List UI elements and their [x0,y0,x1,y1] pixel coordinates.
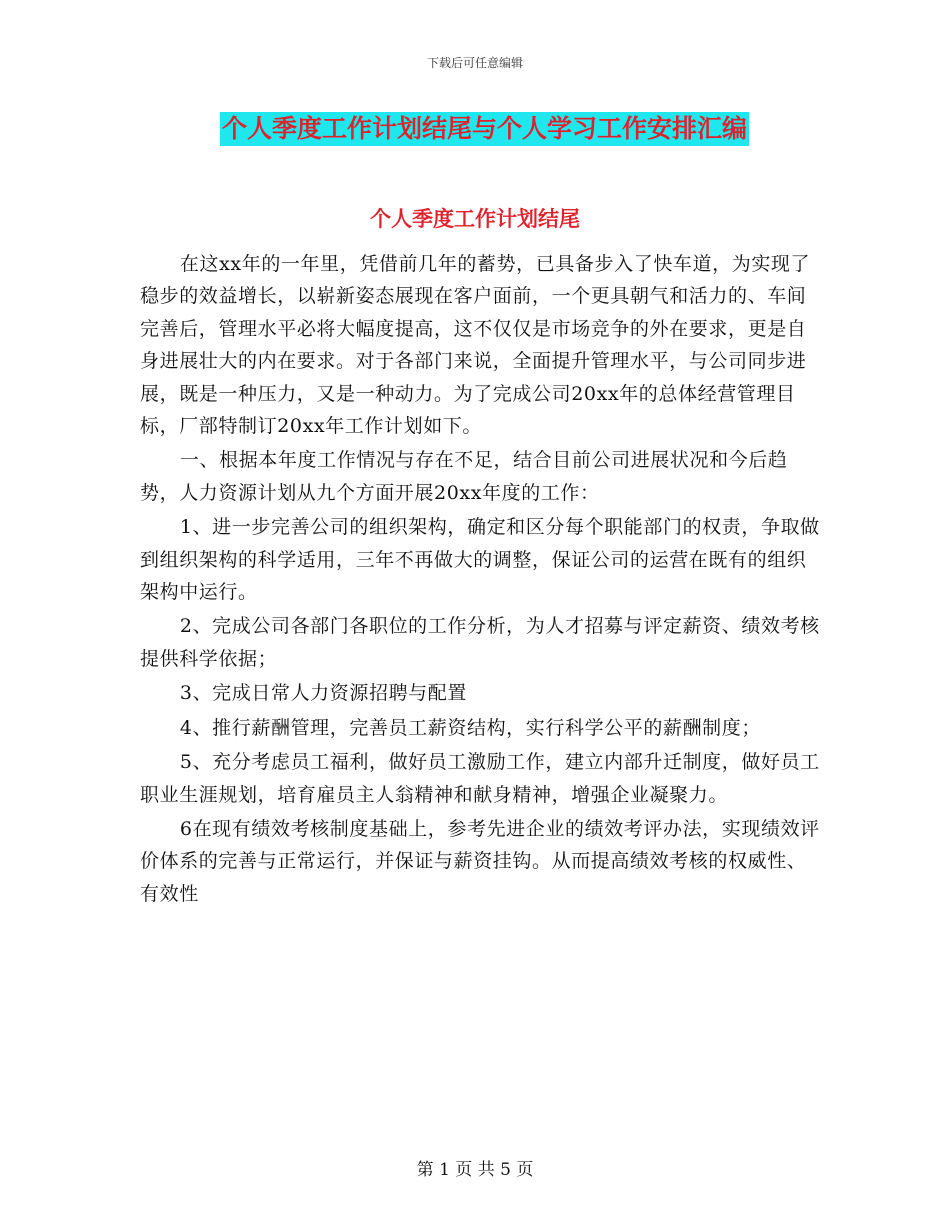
paragraph: 在这xx年的一年里，凭借前几年的蓄势，已具备步入了快车道，为实现了稳步的效益增长，以崭新姿态展现在客户面前，一个更具朝气和活力的、车间完善后，管理水平必将大幅度提高，这不仅仅是市场竞争的外在要求，更是自身进展壮大的内在要求。对于各部门来说，全面提升管理水平，与公司同步进展，既是一种压力，又是一种动力。为了完成公司20xx年的总体经营管理目标，厂部特制订20xx年工作计划如下。 [140,253,811,438]
paragraph: 3、完成日常人力资源招聘与配置 [179,682,467,705]
paragraph: 一、根据本年度工作情况与存在不足，结合目前公司进展状况和今后趋势，人力资源计划从九个方面开展20xx年度的工作： [140,449,788,504]
document-title: 个人季度工作计划结尾与个人学习工作安排汇编 [220,112,749,146]
paragraph: 5、充分考虑员工福利，做好员工激励工作，建立内部升迁制度，做好员工职业生涯规划，培育雇员主人翁精神和献身精神，增强企业凝聚力。 [140,751,820,806]
paragraph: 1、进一步完善公司的组织架构，确定和区分每个职能部门的权责，争取做到组织架构的科学适用，三年不再做大的调整，保证公司的运营在既有的组织架构中运行。 [140,516,820,604]
page-number: 第 1 页 共 5 页 [416,1160,534,1180]
document-body [140,248,820,912]
page-header-note: 下载后可任意编辑 [426,56,523,70]
section-title: 个人季度工作计划结尾 [370,206,580,231]
paragraph: 2、完成公司各部门各职位的工作分析，为人才招募与评定薪资、绩效考核提供科学依据； [140,615,820,670]
paragraph: 6在现有绩效考核制度基础上，参考先进企业的绩效考评办法，实现绩效评价体系的完善与正常运行，并保证与薪资挂钩。从而提高绩效考核的权威性、有效性 [140,817,820,905]
paragraph: 4、推行薪酬管理，完善员工薪资结构，实行科学公平的薪酬制度； [179,716,761,739]
